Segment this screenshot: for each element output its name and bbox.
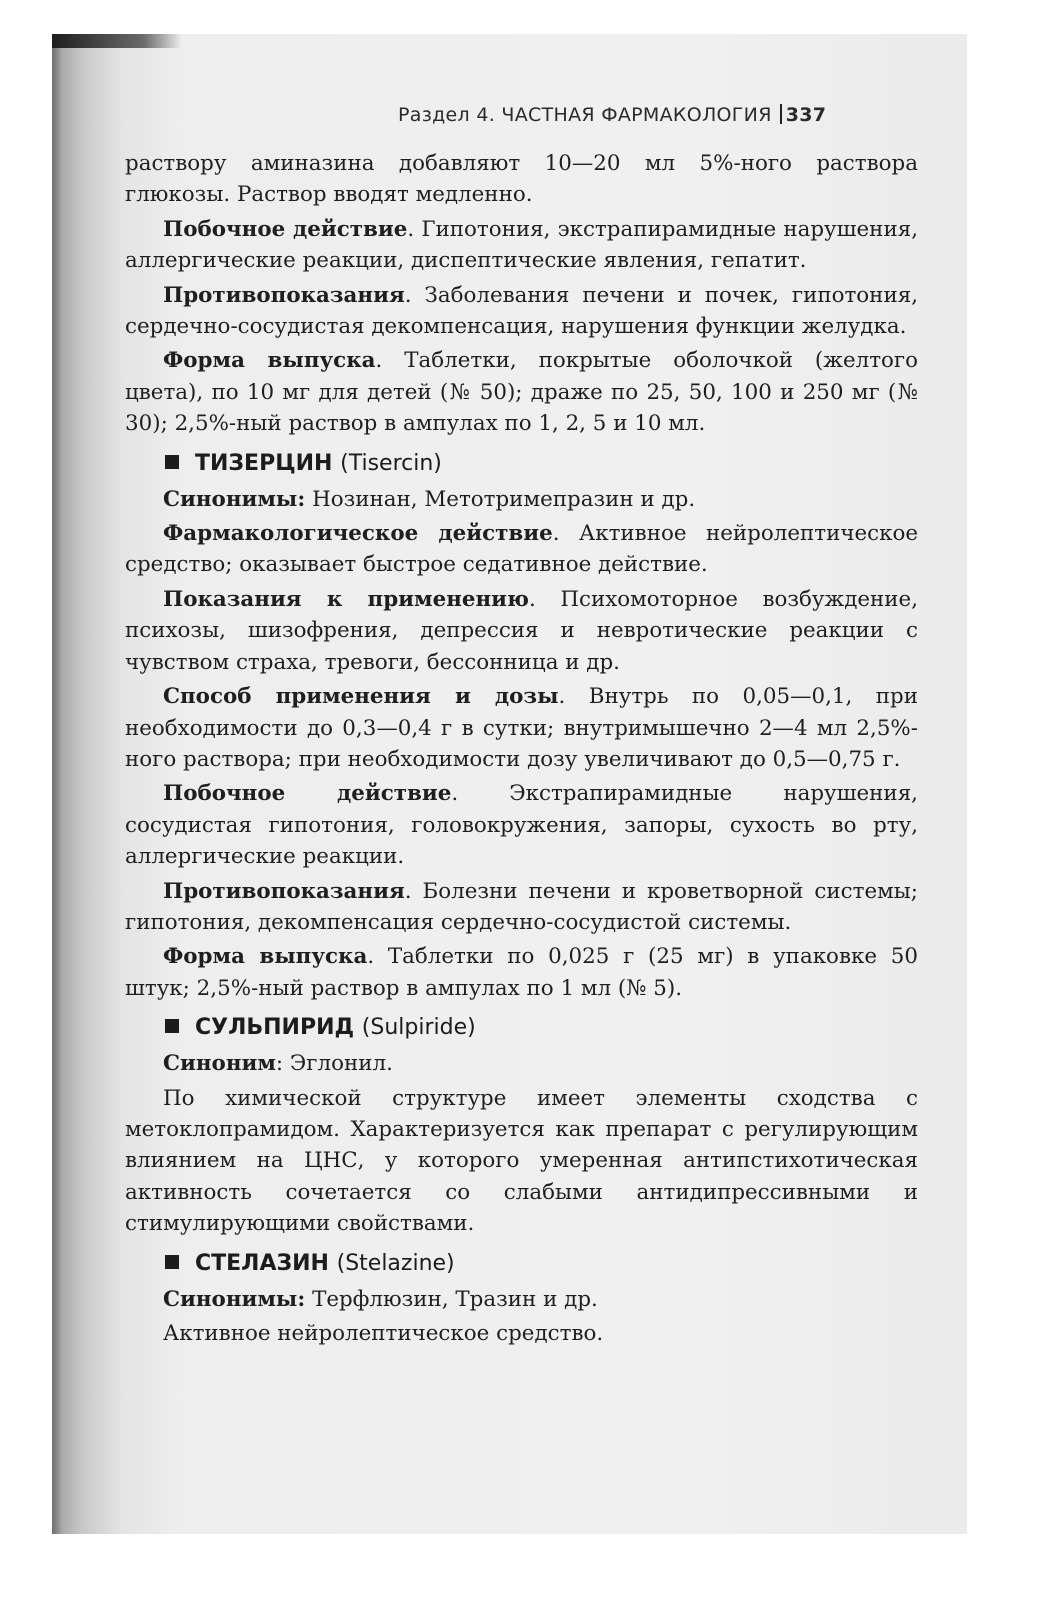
description-paragraph: Активное нейролептическое средство. [163, 1321, 604, 1346]
dosage-paragraph [125, 681, 918, 775]
paragraph-text: . Экстрапирамидные нарушения, сосудистая гипотония, головокружения, запоры, сухость во рту, аллергические реакции. [125, 781, 918, 870]
corner-shadow [52, 34, 182, 48]
paragraph-label: Синонимы: [163, 486, 306, 512]
synonym-paragraph [125, 1048, 918, 1079]
paragraph-text: Терфлюзин, Тразин и др. [305, 1286, 598, 1312]
paragraph-label: Показания к применению [163, 586, 529, 612]
page-body [125, 148, 918, 1349]
header-separator [780, 104, 782, 124]
paragraph-text: . Заболевания печени и почек, гипотония, сердечно-сосудистая декомпенсация, нарушения функции желудка. [125, 282, 918, 340]
drug-name: СУЛЬПИРИД [195, 1015, 355, 1041]
release-form-paragraph [125, 345, 918, 439]
drug-latin-name: (Tisercin) [340, 450, 442, 476]
bullet-square-icon [165, 1255, 179, 1269]
paragraph-label: Форма выпуска [163, 944, 368, 970]
paragraph-label: Способ применения и дозы [163, 684, 559, 710]
contraindications-paragraph [125, 876, 918, 939]
synonyms-paragraph [125, 1284, 918, 1315]
drug-heading-stelazine [165, 1249, 918, 1279]
paragraph-text: . Внутрь по 0,05—0,1, при необходимости до 0,3—0,4 г в сутки; внутримышечно 2—4 мл 2,5%-ного раствора; при необходимости дозу увеличивают до 0,5—0,75 г. [125, 684, 918, 772]
paragraph-text: Нозинан, Метотримепразин и др. [305, 486, 696, 512]
page-number: 337 [785, 104, 827, 126]
drug-heading-sulpiride [165, 1013, 918, 1043]
paragraph-text: . Таблетки, покрытые оболочкой (желтого цвета), по 10 мг для детей (№ 50); драже по 25, 50, 100 и 250 мг (№ 30); 2,5%-ный раствор в ампулах по 1, 2, 5 и 10 мл. [125, 348, 918, 437]
paragraph-label: Побочное действие [163, 781, 452, 807]
paragraph-label: Форма выпуска [163, 348, 376, 374]
side-effects-paragraph [125, 778, 918, 872]
pharmacological-action-paragraph [125, 518, 918, 581]
paragraph-text: : Эглонил. [275, 1051, 393, 1077]
bullet-square-icon [165, 1019, 179, 1033]
paragraph-text: . Гипотония, экстрапирамидные нарушения, аллергические реакции, диспептические явления, гепатит. [125, 216, 918, 274]
running-header [398, 104, 826, 126]
bullet-square-icon [165, 455, 179, 469]
paragraph-text: . Активное нейролептическое средство; оказывает быстрое седативное действие. [125, 521, 919, 578]
drug-heading-tisercin [165, 449, 918, 479]
paragraph-label: Синоним [163, 1051, 276, 1077]
paragraph-text: . Болезни печени и кроветворной системы; гипотония, декомпенсация сердечно-сосудистой системы. [125, 878, 918, 935]
indications-paragraph [125, 584, 918, 678]
release-form-paragraph [125, 941, 918, 1004]
paragraph-label: Противопоказания [163, 282, 405, 308]
paragraph-text: . Таблетки по 0,025 г (25 мг) в упаковке 50 штук; 2,5%-ный раствор в ампулах по 1 мл (№ 5). [125, 944, 918, 1001]
drug-name: СТЕЛАЗИН [195, 1250, 329, 1276]
section-title: Раздел 4. ЧАСТНАЯ ФАРМАКОЛОГИЯ [398, 104, 772, 126]
continuation-paragraph: раствору аминазина добавляют 10—20 мл 5%-ного раствора глюкозы. Раствор вводят медленно. [125, 151, 918, 208]
paragraph-label: Синонимы: [163, 1286, 306, 1312]
paragraph-text: . Психомоторное возбуждение, психозы, шизофрения, депрессия и невротические реакции с чувством страха, тревоги, бессонница и др. [125, 586, 919, 675]
drug-latin-name: (Stelazine) [336, 1250, 455, 1276]
contraindications-paragraph [125, 280, 918, 343]
paragraph-label: Противопоказания [163, 878, 405, 904]
drug-name: ТИЗЕРЦИН [195, 450, 333, 476]
paragraph-label: Побочное действие [163, 216, 408, 242]
description-paragraph: По химической структуре имеет элементы сходства с метоклопрамидом. Характеризуется как препарат с регулирующим влиянием на ЦНС, у которого умеренная антипстихотическая активность сочетается со слабыми антидипрессивными и стимулирующими свойствами. [125, 1085, 918, 1237]
side-effects-paragraph [125, 214, 918, 277]
paragraph-label: Фармакологическое действие [163, 521, 553, 547]
drug-latin-name: (Sulpiride) [361, 1015, 476, 1041]
synonyms-paragraph [125, 484, 918, 515]
spine-shadow [52, 34, 62, 1534]
